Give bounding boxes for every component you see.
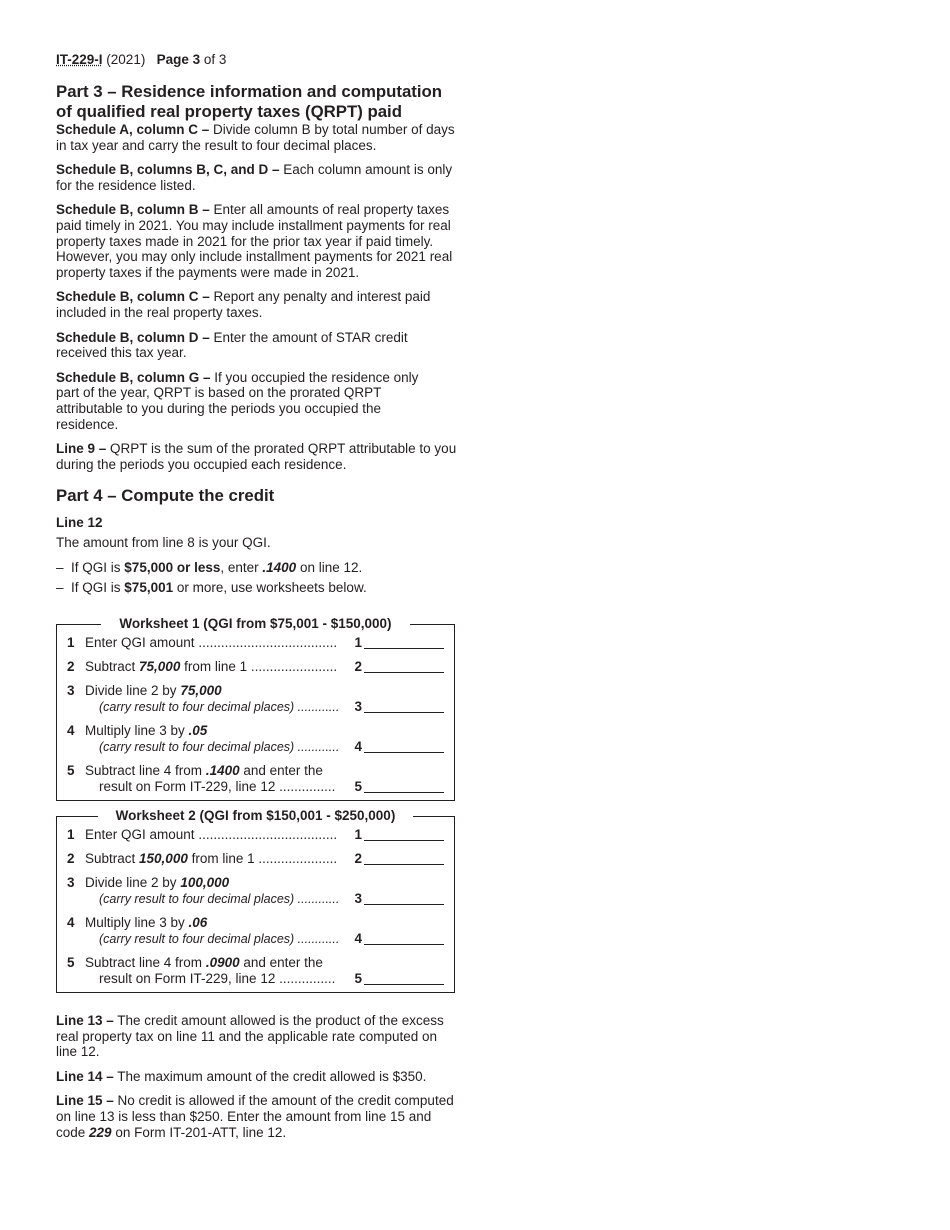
ws2-line-5: 5 Subtract line 4 from .0900 and enter the result on Form IT-229, line 12 ............... 5 xyxy=(67,955,444,987)
part3-para-3: Schedule B, column C – Report any penalty and interest paid included in the real property taxes. xyxy=(56,289,431,320)
ws2-line-1: 1 Enter QGI amount ..................................... 1 xyxy=(67,827,444,843)
part3-para-1: Schedule B, columns B, C, and D – Each column amount is only for the residence listed. xyxy=(56,162,453,193)
ws1-line-1-input[interactable] xyxy=(364,648,444,649)
ws2-line-2-input[interactable] xyxy=(364,864,444,865)
form-id: IT-229-I xyxy=(56,52,103,67)
line12-text: The amount from line 8 is your QGI. xyxy=(56,535,271,551)
part3-para-4: Schedule B, column D – Enter the amount of STAR credit received this tax year. xyxy=(56,329,408,361)
part3-para-5: Schedule B, column G – If you occupied the residence only part of the year, QRPT is based on the prorated QRPT attributable to you during the periods you occupied the residence. xyxy=(56,369,419,432)
worksheet-2 xyxy=(56,808,455,993)
bullet-qgi-high: – If QGI is $75,001 or more, use worksheets below. xyxy=(56,580,367,596)
ws1-line-1: 1 Enter QGI amount ..................................... 1 xyxy=(67,635,444,651)
ws1-line-5-input[interactable] xyxy=(364,792,444,793)
ws1-line-2: 2 Subtract 75,000 from line 1 ....................... 2 xyxy=(67,659,444,675)
ws2-line-1-input[interactable] xyxy=(364,840,444,841)
ws2-line-4-input[interactable] xyxy=(364,944,444,945)
page-header xyxy=(56,52,458,74)
ws1-line-4: 4 Multiply line 3 by .05 (carry result to four decimal places) ............ 4 xyxy=(67,723,444,755)
ws2-line-2: 2 Subtract 150,000 from line 1 ..................... 2 xyxy=(67,851,444,867)
ws1-line-3-input[interactable] xyxy=(364,712,444,713)
line15-text: Line 15 – No credit is allowed if the amount of the credit computed on line 13 is less than $250. Enter the amount from line 15 and code 229 on Form IT-201-ATT, line 12. xyxy=(56,1093,454,1140)
bullet-qgi-low: – If QGI is $75,000 or less, enter .1400 on line 12. xyxy=(56,559,363,575)
line12-heading: Line 12 xyxy=(56,515,103,531)
ws1-line-4-input[interactable] xyxy=(364,752,444,753)
ws1-line-5: 5 Subtract line 4 from .1400 and enter the result on Form IT-229, line 12 ............... 5 xyxy=(67,763,444,795)
worksheet-1 xyxy=(56,616,455,801)
part3-para-0: Schedule A, column C – Divide column B by total number of days in tax year and carry the result to four decimal places. xyxy=(56,122,455,153)
ws1-line-2-input[interactable] xyxy=(364,672,444,673)
part4-title: Part 4 – Compute the credit xyxy=(56,486,275,506)
form-year: (2021) xyxy=(106,52,146,67)
page-of: of 3 xyxy=(203,52,227,67)
ws2-line-3-input[interactable] xyxy=(364,904,444,905)
page-label: Page 3 xyxy=(156,52,201,67)
part3-title: Part 3 – Residence information and computation of qualified real property taxes (QRPT) paid xyxy=(56,82,443,121)
ws1-line-3: 3 Divide line 2 by 75,000 (carry result to four decimal places) ............ 3 xyxy=(67,683,444,715)
part3-para-2: Schedule B, column B – Enter all amounts of real property taxes paid timely in 2021. You may include installment payments for real property taxes made in 2021 for the prior tax year if paid timely. However, you may only include installment payments for 2021 real property taxes if the payments were made in 2021. xyxy=(56,202,453,280)
line14-text: Line 14 – The maximum amount of the credit allowed is $350. xyxy=(56,1068,427,1084)
ws2-line-3: 3 Divide line 2 by 100,000 (carry result to four decimal places) ............ 3 xyxy=(67,875,444,907)
line13-text: Line 13 – The credit amount allowed is the product of the excess real property tax on line 11 and the applicable rate computed on line 12. xyxy=(56,1013,444,1060)
worksheet-2-title: Worksheet 2 (QGI from $150,001 - $250,000) xyxy=(57,808,454,823)
part3-para-6: Line 9 – QRPT is the sum of the prorated QRPT attributable to you during the periods you occupied each residence. xyxy=(56,441,457,472)
worksheet-1-title: Worksheet 1 (QGI from $75,001 - $150,000) xyxy=(57,616,454,631)
ws2-line-5-input[interactable] xyxy=(364,984,444,985)
ws2-line-4: 4 Multiply line 3 by .06 (carry result to four decimal places) ............ 4 xyxy=(67,915,444,947)
instructions-column xyxy=(56,52,458,1149)
